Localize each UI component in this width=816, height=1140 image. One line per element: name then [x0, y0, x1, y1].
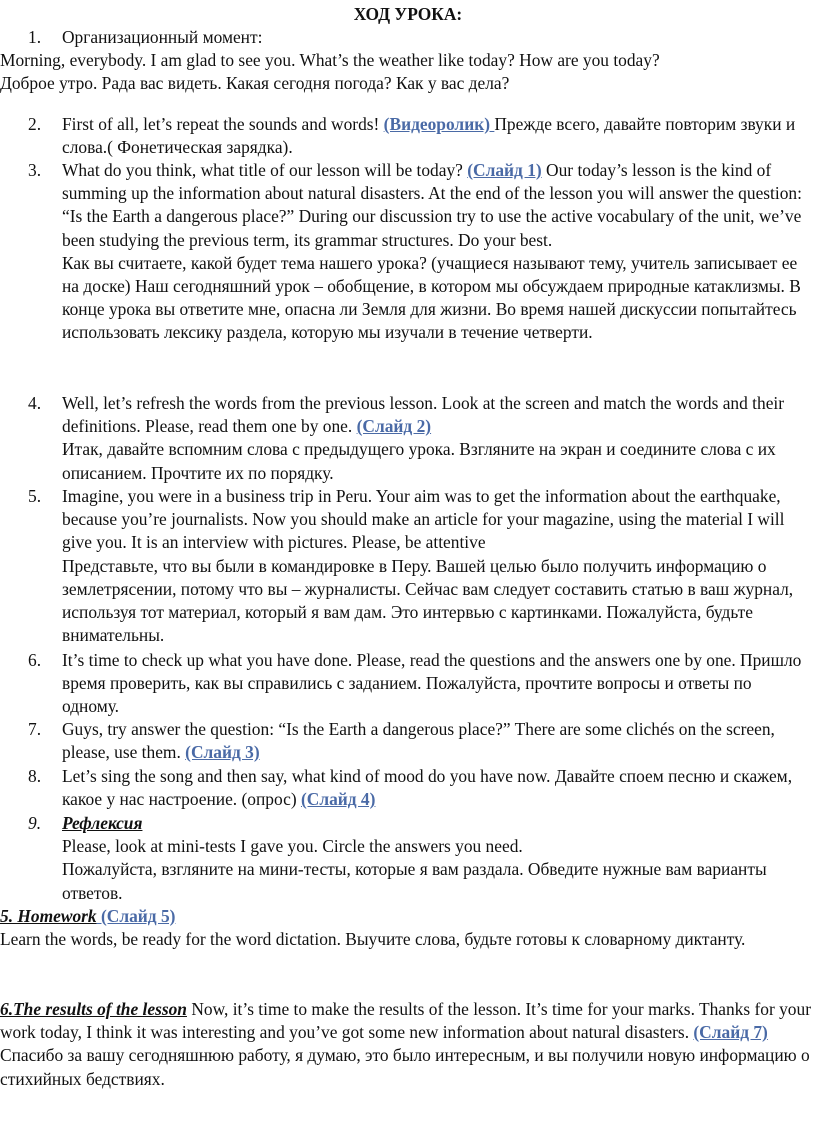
- item-number: 3.: [28, 160, 42, 180]
- homework-text: Learn the words, be ready for the word dictation. Выучите слова, будьте готовы к словарному диктанту.: [0, 929, 746, 949]
- list-item-2: [0, 113, 812, 159]
- item-text-part: What do you think, what title of our lesson will be today?: [62, 160, 468, 180]
- item-number: 4.: [28, 393, 42, 413]
- item-text-ru: Представьте, что вы были в командировке в Перу. Вашей целью было получить информацию о землетрясении, потому что вы – журналисты. Сейчас вам следует составить статью в ваш журнал, используя тот материал, который я вам дам. Это интервью с картинками. Пожалуйста, будьте внимательны.: [62, 555, 794, 646]
- greeting-ru: Доброе утро. Рада вас видеть. Какая сегодня погода? Как у вас дела?: [0, 73, 510, 93]
- item-text: Imagine, you were in a business trip in Peru. Your aim was to get the information about the earthquake, because you’re journalists. Now you should make an article for your magazine, using the material I will give you. It is an interview with pictures. Please, be attentive: [62, 486, 785, 553]
- homework-heading-line: [0, 905, 812, 928]
- list-item-5: [0, 485, 812, 647]
- homework-heading: 5. Homework: [0, 906, 97, 926]
- item-text: [62, 718, 812, 764]
- item-text-part: Well, let’s refresh the words from the previous lesson. Look at the screen and match the words and their definitions. Please, read them one by one.: [62, 393, 785, 437]
- item-text: [62, 113, 812, 159]
- reflection-heading: Рефлексия: [62, 813, 143, 833]
- slide-1-link[interactable]: (Слайд 1): [467, 160, 542, 180]
- item-text-part: Guys, try answer the question: “Is the Earth a dangerous place?” There are some clichés on the screen, please, use them.: [62, 719, 775, 763]
- item-text: [62, 765, 812, 811]
- list-item-4: [0, 392, 812, 485]
- item-text-part: First of all, let’s repeat the sounds and words!: [62, 114, 384, 134]
- list-item-7: [0, 718, 812, 764]
- item-number: 5.: [28, 486, 42, 506]
- item-text-ru: Итак, давайте вспомним слова с предыдущего урока. Взгляните на экран и соедините слова с их описанием. Прочтите их по порядку.: [62, 439, 776, 483]
- list-item-1: [0, 26, 812, 49]
- slide-4-link[interactable]: (Слайд 4): [300, 789, 376, 810]
- item-text: It’s time to check up what you have done. Please, read the questions and the answers one by one. Пришло время проверить, как вы справились с заданием. Пожалуйста, прочтите вопросы и ответы по одному.: [62, 650, 802, 717]
- slide-3-link[interactable]: (Слайд 3): [185, 742, 260, 763]
- item-heading: Организационный момент:: [62, 27, 263, 47]
- item-text-ru: Пожалуйста, взгляните на мини-тесты, которые я вам раздала. Обведите нужные вам варианты ответов.: [62, 859, 767, 903]
- results-heading: 6.The results of the lesson: [0, 999, 187, 1019]
- list-item-8: [0, 765, 812, 811]
- item-text-ru: Как вы считаете, какой будет тема нашего урока? (учащиеся называют тему, учитель записывает ее на доске) Наш сегодняшний урок – обобщение, в котором мы обсуждаем природные катаклизмы. В конце урока вы ответите мне, опасна ли Земля для жизни. Во время нашей дискуссии попытайтесь использовать лексику раздела, которую мы изучали в течение четверти.: [62, 252, 801, 343]
- list-item-6: [0, 649, 812, 719]
- results-paragraph: [0, 998, 812, 1091]
- item-number: 7.: [28, 719, 42, 739]
- slide-2-link[interactable]: (Слайд 2): [356, 416, 432, 437]
- slide-7-link[interactable]: (Слайд 7): [693, 1022, 768, 1043]
- list-item-9: [0, 812, 812, 905]
- item-text: [62, 159, 812, 252]
- item-number: 2.: [28, 114, 42, 134]
- item-text-part: Прежде всего, давайте повторим звуки и слова.( Фонетическая зарядка).: [62, 114, 796, 158]
- results-text-ru: Спасибо за вашу сегодняшнюю работу, я думаю, это было интересным, и вы получили новую информацию о стихийных бедствиях.: [0, 1045, 810, 1089]
- item-number: 6.: [28, 650, 42, 670]
- item-text-part: Let’s sing the song and then say, what kind of mood do you have now. Давайте споем песню и скажем, какое у нас настроение. (опрос): [62, 766, 793, 810]
- item-text: [62, 392, 812, 438]
- slide-5-link[interactable]: (Слайд 5): [96, 906, 176, 926]
- item-text-en: Please, look at mini-tests I gave you. Circle the answers you need.: [62, 836, 523, 857]
- item-number: 1.: [28, 27, 42, 47]
- results-text: Now, it’s time to make the results of the lesson. It’s time for your marks. Thanks for your work today, I think it was interesting and you’ve got some new information about natural disasters.: [0, 999, 811, 1043]
- item-number: 9.: [28, 813, 42, 833]
- item-text-part: Our today’s lesson is the kind of summing up the information about natural disasters. At the end of the lesson you will answer the question: “Is the Earth a dangerous place?” During our discussion try to use the active vocabulary of the unit, we’ve been studying the previous term, its grammar structures. Do your best.: [62, 160, 802, 250]
- page-title: ХОД УРОКА:: [353, 4, 463, 24]
- list-item-3: [0, 159, 812, 345]
- item-number: 8.: [28, 766, 42, 786]
- greeting-en: Morning, everybody. I am glad to see you. What’s the weather like today? How are you today?: [0, 50, 660, 70]
- video-link[interactable]: (Видеоролик): [383, 114, 495, 134]
